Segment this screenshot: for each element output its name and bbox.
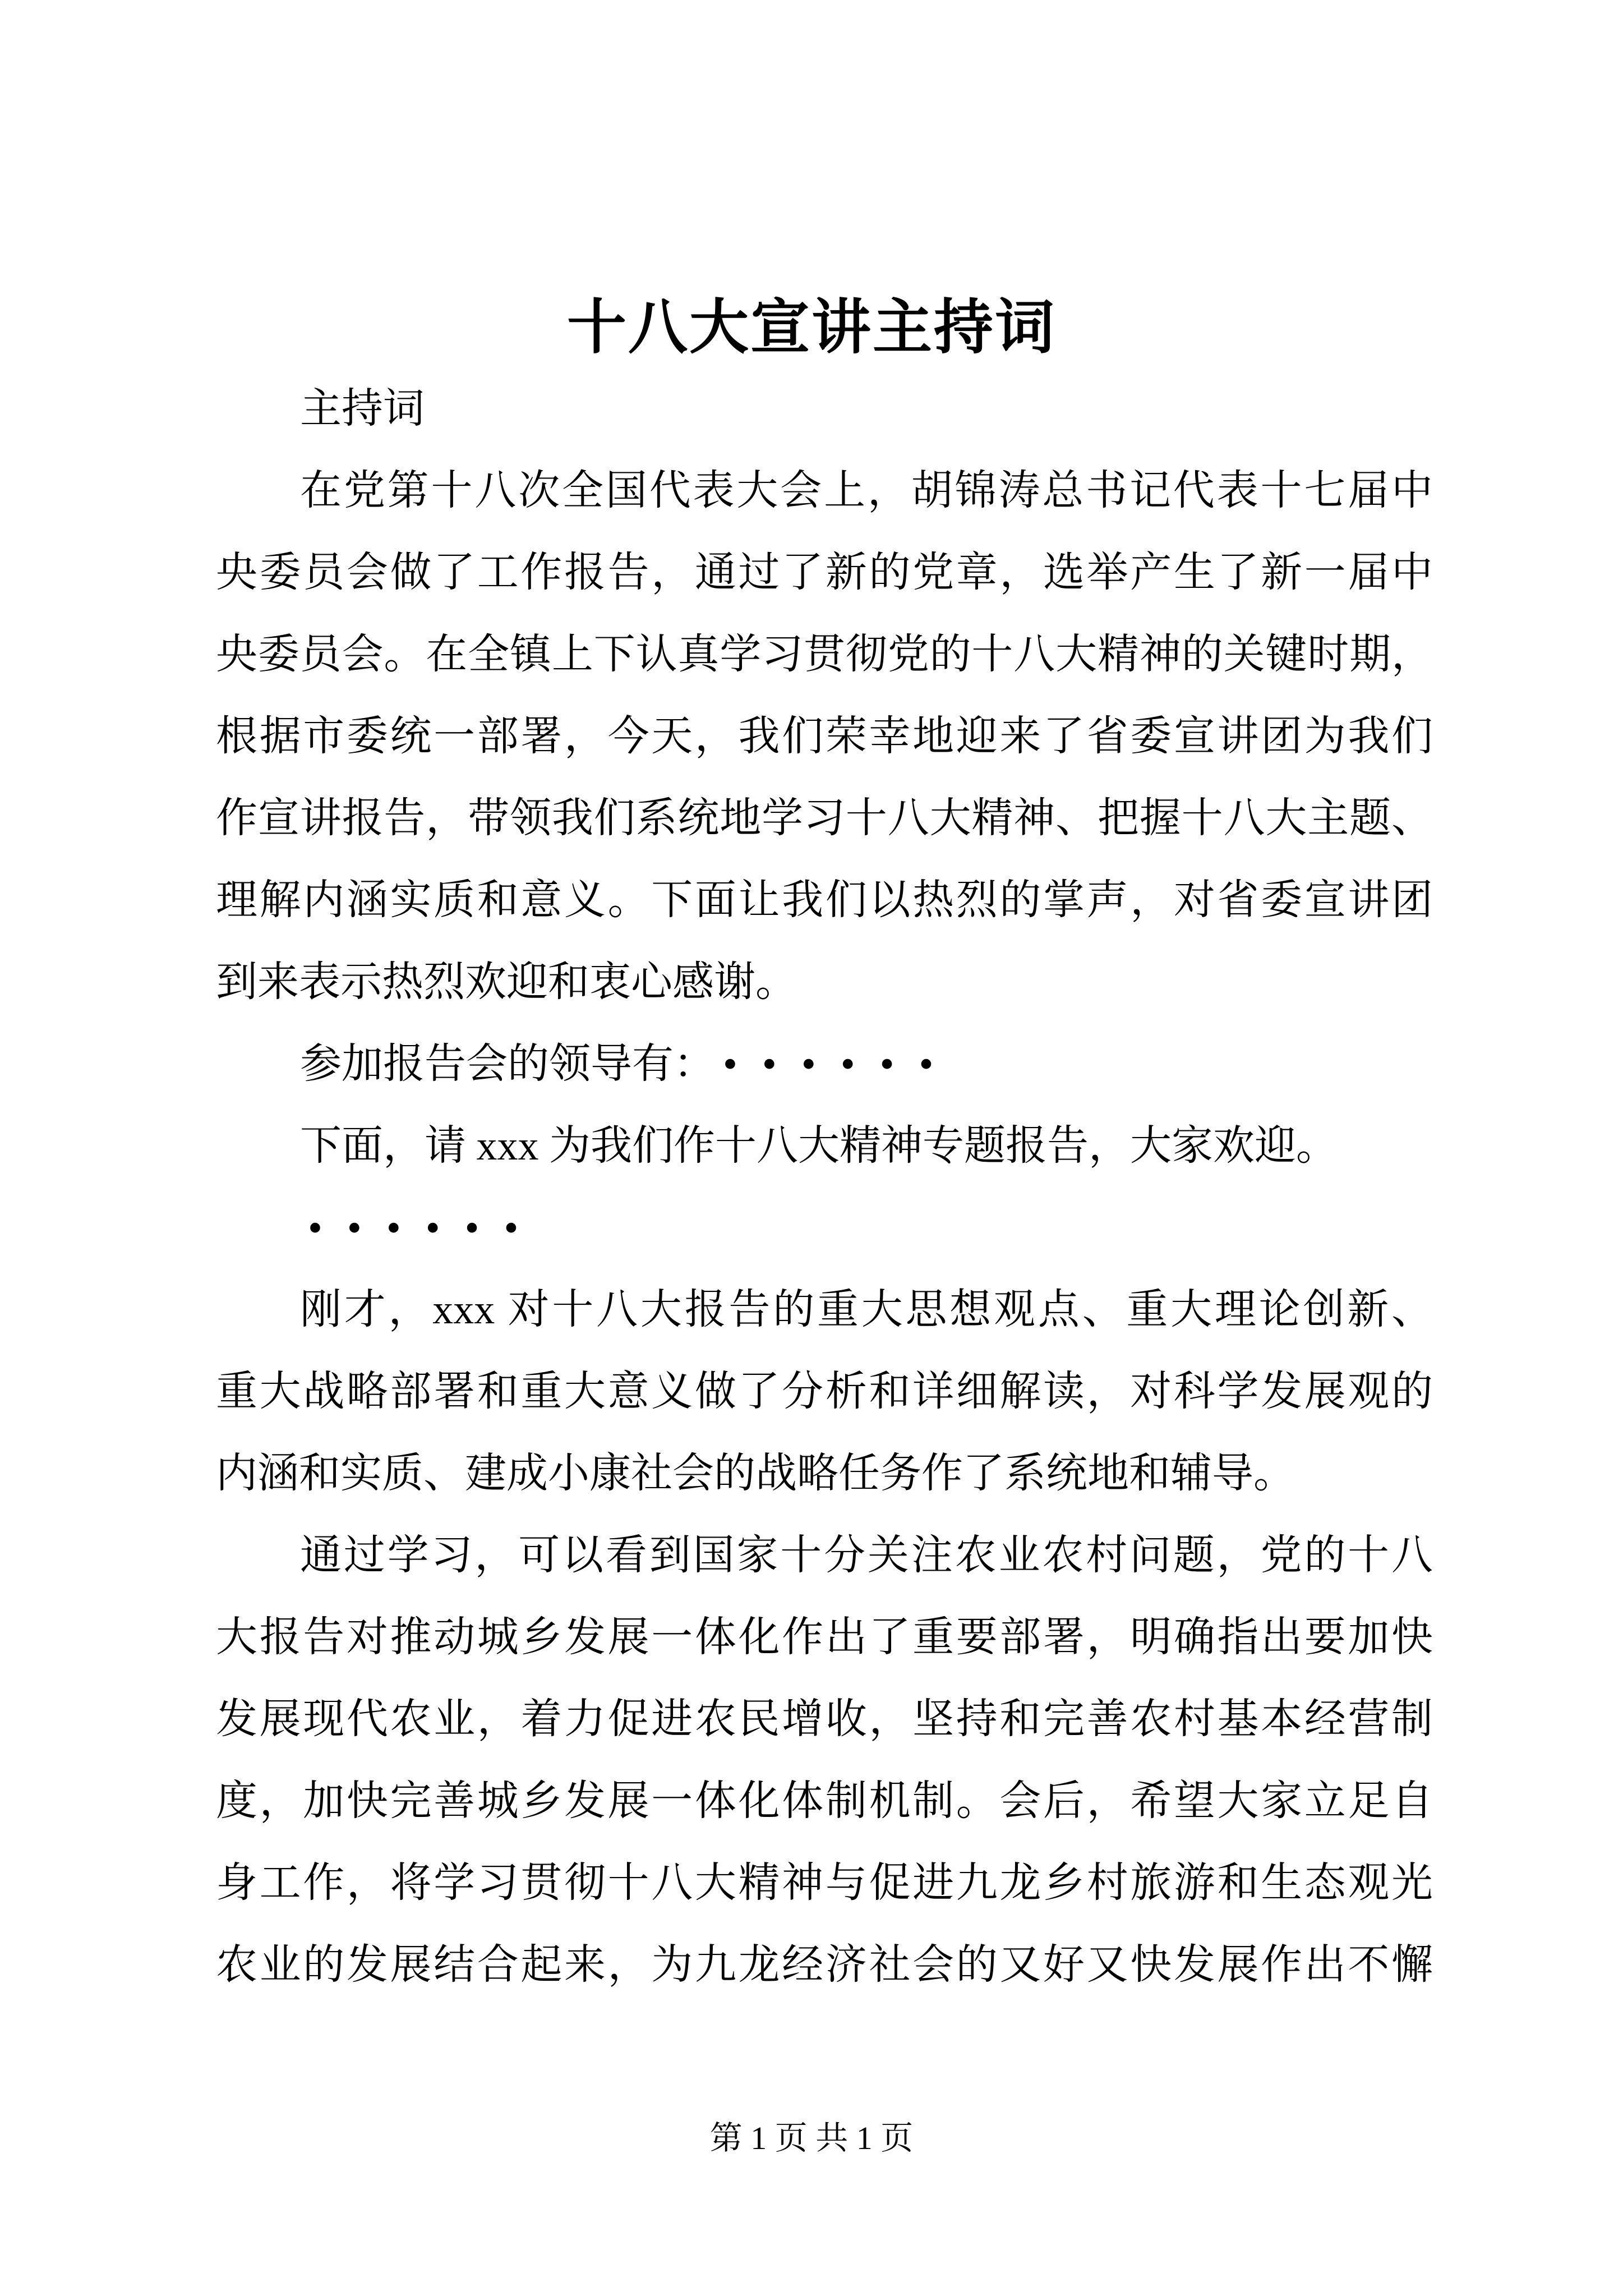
document-title: 十八大宣讲主持词 [567, 295, 1056, 361]
body-line: 重大战略部署和重大意义做了分析和详细解读，对科学发展观的 [216, 1369, 1433, 1415]
body-line: 根据市委统一部署，今天，我们荣幸地迎来了省委宣讲团为我们 [216, 714, 1433, 760]
body-line: 农业的发展结合起来，为九龙经济社会的又好又快发展作出不懈 [216, 1942, 1433, 1988]
body-line: 到来表示热烈欢迎和衷心感谢。 [216, 959, 797, 1005]
ellipsis-dots: •••••• [308, 1205, 543, 1251]
body-line: 通过学习，可以看到国家十分关注农业农村问题，党的十八 [300, 1533, 1433, 1579]
body-line: 度，加快完善城乡发展一体化体制机制。会后，希望大家立足自 [216, 1778, 1433, 1824]
body-line: 身工作，将学习贯彻十八大精神与促进九龙乡村旅游和生态观光 [216, 1860, 1433, 1906]
body-line: 刚才，xxx 对十八大报告的重大思想观点、重大理论创新、 [300, 1287, 1433, 1333]
body-line: 央委员会。在全镇上下认真学习贯彻党的十八大精神的关键时期， [216, 632, 1433, 678]
body-line: 下面，请 xxx 为我们作十八大精神专题报告，大家欢迎。 [300, 1123, 1338, 1169]
document-body [216, 368, 1433, 2006]
body-line: 作宣讲报告，带领我们系统地学习十八大精神、把握十八大主题、 [216, 795, 1433, 841]
page-footer [0, 2120, 1623, 2156]
body-line: 发展现代农业，着力促进农民增收，坚持和完善农村基本经营制 [216, 1696, 1433, 1742]
body-line: 内涵和实质、建成小康社会的战略任务作了系统地和辅导。 [216, 1451, 1295, 1497]
body-line: 央委员会做了工作报告，通过了新的党章，选举产生了新一届中 [216, 550, 1433, 596]
body-line: 主持词 [300, 386, 425, 432]
body-line [216, 1187, 1433, 1269]
body-line: 在党第十八次全国代表大会上，胡锦涛总书记代表十七届中 [300, 468, 1433, 514]
body-line: 理解内涵实质和意义。下面让我们以热烈的掌声，对省委宣讲团 [216, 877, 1433, 923]
ellipsis-dots: •••••• [723, 1041, 958, 1087]
page-indicator: 第 1 页 共 1 页 [709, 2120, 914, 2156]
body-line: 大报告对推动城乡发展一体化作出了重要部署，明确指出要加快 [216, 1614, 1433, 1660]
body-line: 参加报告会的领导有： •••••• [300, 1041, 958, 1087]
